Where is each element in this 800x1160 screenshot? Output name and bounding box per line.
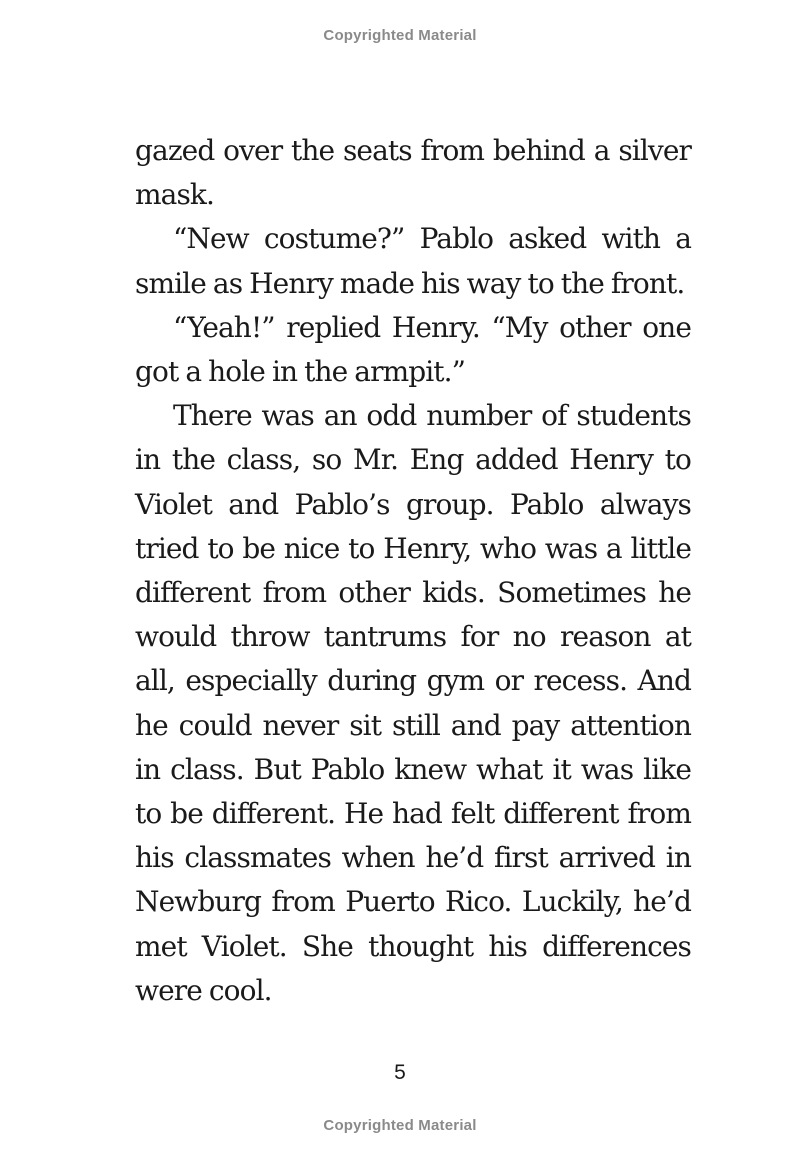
page-body-text bbox=[135, 129, 691, 1013]
paragraph-odd-number: There was an odd number of students in the class, so Mr. Eng added Henry to Violet and Pablo’s group. Pablo always tried to be nice to Henry, who was a little different from other kids. Sometimes he would throw tantrums for no reason at all, especially during gym or recess. And he could never sit still and pay attention in class. But Pablo knew what it was like to be different. He had felt different from his classmates when he’d first arrived in Newburg from Puerto Rico. Luckily, he’d met Violet. She thought his differences were cool. bbox=[135, 399, 691, 1007]
copyright-watermark-bottom: Copyrighted Material bbox=[323, 1117, 477, 1134]
page-number: 5 bbox=[394, 1061, 406, 1084]
paragraph-new-costume: “New costume?” Pablo asked with a smile as Henry made his way to the front. bbox=[135, 222, 691, 300]
copyright-watermark-top: Copyrighted Material bbox=[323, 27, 477, 44]
paragraph-yeah-reply: “Yeah!” replied Henry. “My other one got a hole in the armpit.” bbox=[135, 310, 691, 389]
paragraph-continuation: gazed over the seats from behind a silver mask. bbox=[135, 134, 691, 212]
